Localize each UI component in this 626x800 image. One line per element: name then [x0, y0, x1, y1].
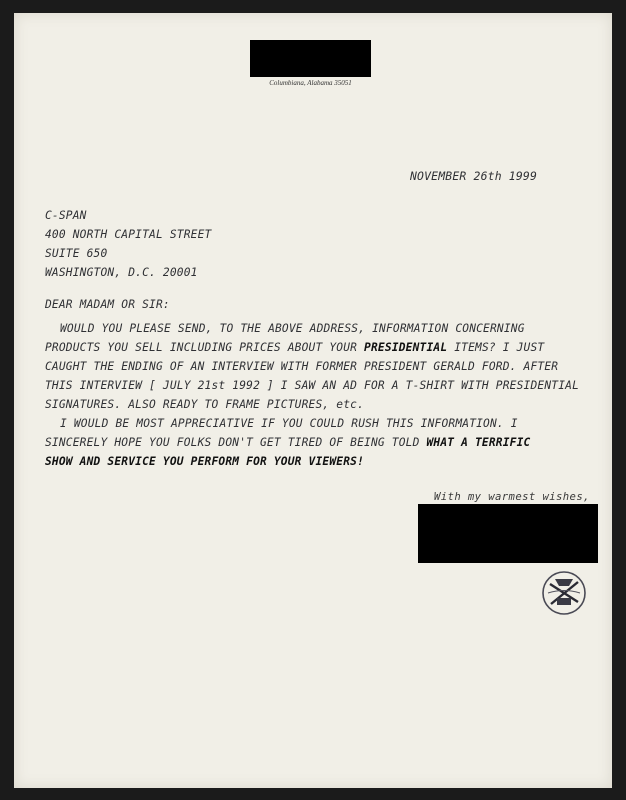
body-text: SINCERELY HOPE YOU FOLKS DON'T GET TIRED OF BEING TOLD	[45, 436, 427, 449]
stamp-seal-icon	[540, 569, 588, 617]
body-line	[45, 434, 531, 452]
body-line-emphasis: SHOW AND SERVICE YOU PERFORM FOR YOUR VIEWERS!	[45, 455, 365, 468]
recipient-line: C-SPAN	[45, 209, 87, 222]
salutation: DEAR MADAM OR SIR:	[45, 298, 170, 311]
body-line: WOULD YOU PLEASE SEND, TO THE ABOVE ADDRESS, INFORMATION CONCERNING	[60, 322, 525, 335]
body-line: CAUGHT THE ENDING OF AN INTERVIEW WITH FORMER PRESIDENT GERALD FORD. AFTER	[45, 360, 559, 373]
letter-date: NOVEMBER 26th 1999	[410, 169, 538, 183]
letterhead-redaction	[250, 40, 371, 77]
body-line: THIS INTERVIEW [ JULY 21st 1992 ] I SAW AN AD FOR A T-SHIRT WITH PRESIDENTIAL	[45, 379, 580, 392]
recipient-line: 400 NORTH CAPITAL STREET	[45, 228, 212, 241]
closing: With my warmest wishes,	[434, 491, 590, 503]
body-line: SIGNATURES. ALSO READY TO FRAME PICTURES, etc.	[45, 398, 365, 411]
body-text: ITEMS? I JUST	[447, 341, 545, 354]
letter-page	[14, 13, 612, 788]
emphasis-terrific: WHAT A TERRIFIC	[426, 436, 531, 449]
signature-redaction	[418, 504, 598, 563]
body-line: I WOULD BE MOST APPRECIATIVE IF YOU COULD RUSH THIS INFORMATION. I	[60, 417, 518, 430]
body-text: PRODUCTS YOU SELL INCLUDING PRICES ABOUT YOUR	[45, 341, 365, 354]
emphasis-presidential: PRESIDENTIAL	[364, 341, 448, 354]
body-line	[45, 339, 544, 357]
letterhead-location: Columbiana, Alabama 35051	[269, 79, 352, 87]
recipient-address	[45, 206, 211, 282]
recipient-line: WASHINGTON, D.C. 20001	[45, 266, 198, 279]
recipient-line: SUITE 650	[45, 247, 108, 260]
